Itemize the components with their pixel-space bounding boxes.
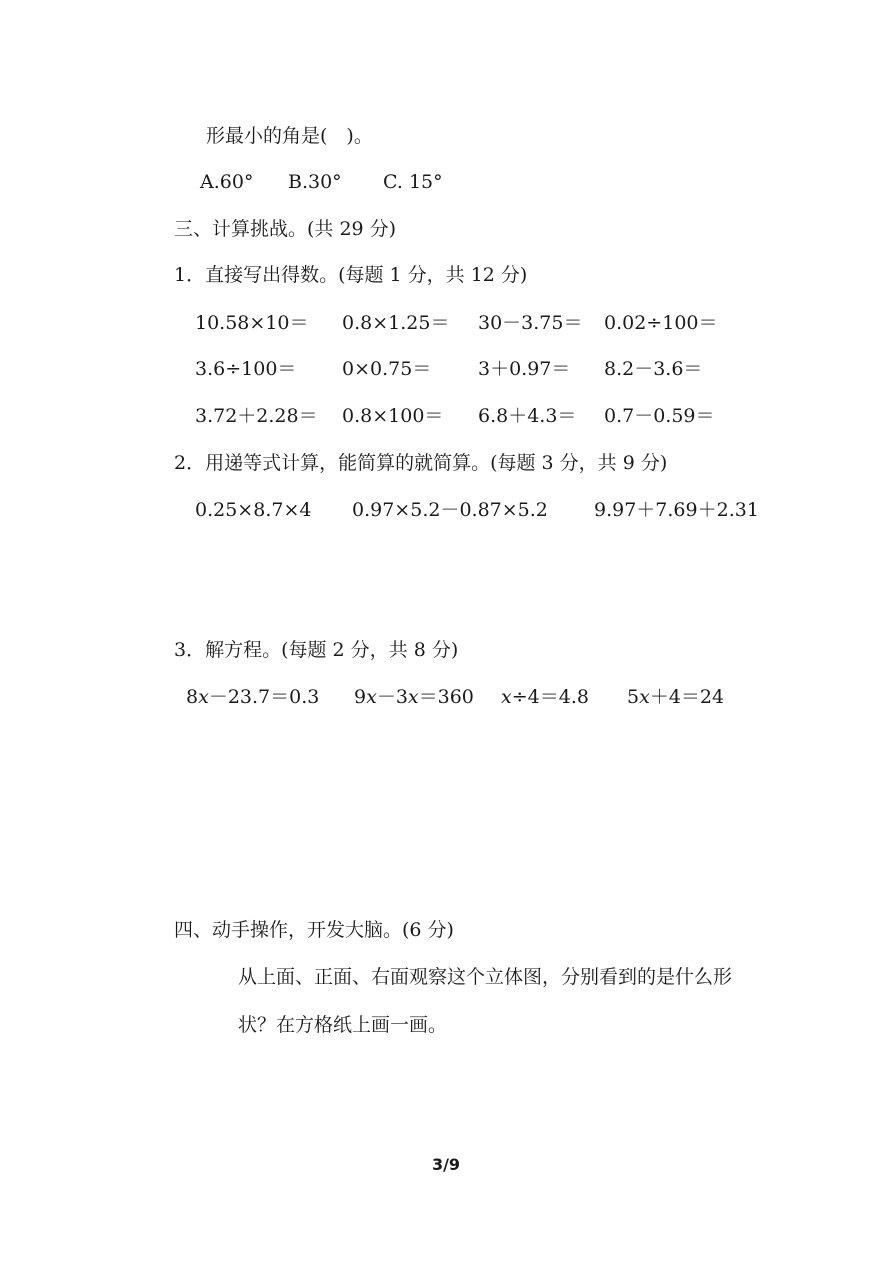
- question-continuation: 形最小的角是( )。: [206, 125, 373, 147]
- q1-item: 10.58×10＝: [195, 312, 309, 334]
- q1-item: 30－3.75＝: [478, 312, 583, 334]
- equation-3: [501, 688, 589, 707]
- q1-item: 3.72＋2.28＝: [195, 405, 318, 427]
- section3-title: 三、计算挑战。(共 29 分): [174, 218, 397, 240]
- eq-var: x: [501, 686, 512, 708]
- choice-c: C. 15°: [383, 171, 443, 193]
- q2-item: 0.97×5.2－0.87×5.2: [352, 499, 548, 521]
- q1-item: 3.6÷100＝: [195, 358, 297, 380]
- page-number: 3/9: [431, 1155, 461, 1174]
- eq-rest: ÷4＝4.8: [511, 686, 589, 708]
- choice-a: A.60°: [200, 171, 254, 193]
- q1-item: 0.8×100＝: [342, 405, 444, 427]
- q2-title: 2．用递等式计算，能简算的就简算。(每题 3 分，共 9 分): [174, 452, 668, 474]
- eq-rest: ＝360: [418, 686, 474, 708]
- eq-rest: －3: [376, 686, 408, 708]
- eq-rest: －23.7＝0.3: [208, 686, 320, 708]
- q1-item: 0.02÷100＝: [604, 312, 718, 334]
- equation-4: [627, 688, 724, 707]
- eq-coef: 5: [627, 686, 640, 708]
- q3-title: 3．解方程。(每题 2 分，共 8 分): [174, 639, 459, 661]
- equation-1: [186, 688, 319, 707]
- section4-instruction-line1: 从上面、正面、右面观察这个立体图，分别看到的是什么形: [238, 966, 733, 988]
- q1-item: 0.8×1.25＝: [342, 312, 450, 334]
- q2-item: 0.25×8.7×4: [195, 499, 312, 521]
- q1-item: 3＋0.97＝: [478, 358, 571, 380]
- q1-title: 1．直接写出得数。(每题 1 分，共 12 分): [174, 264, 528, 286]
- q1-item: 0×0.75＝: [342, 358, 432, 380]
- eq-var: x: [198, 686, 209, 708]
- eq-rest: ＋4＝24: [649, 686, 725, 708]
- eq-var: x: [366, 686, 377, 708]
- section4-instruction-line2: 状？在方格纸上画一画。: [238, 1014, 448, 1036]
- q2-item: 9.97＋7.69＋2.31: [594, 499, 759, 521]
- choice-b: B.30°: [288, 171, 342, 193]
- eq-var: x: [407, 686, 419, 708]
- eq-var: x: [639, 686, 650, 708]
- q1-item: 0.7－0.59＝: [604, 405, 715, 427]
- section4-title: 四、动手操作，开发大脑。(6 分): [174, 919, 454, 941]
- equation-2: [354, 688, 474, 707]
- q1-item: 8.2－3.6＝: [604, 358, 703, 380]
- eq-coef: 9: [354, 686, 367, 708]
- eq-coef: 8: [186, 686, 199, 708]
- q1-item: 6.8＋4.3＝: [478, 405, 577, 427]
